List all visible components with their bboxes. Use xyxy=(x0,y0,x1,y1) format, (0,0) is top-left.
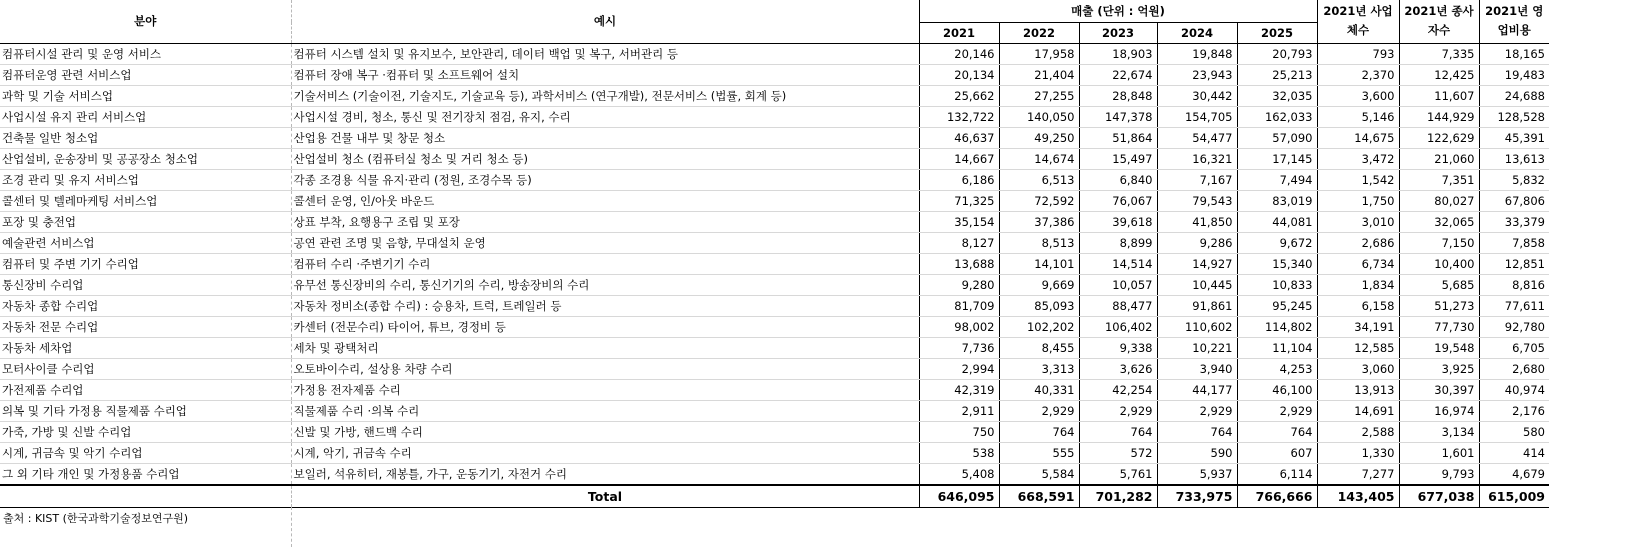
cell-example: 컴퓨터 시스템 설치 및 유지보수, 보안관리, 데이터 백업 및 복구, 서버관리 등 xyxy=(291,43,919,64)
cell-2025: 25,213 xyxy=(1237,64,1317,85)
cell-2021: 81,709 xyxy=(919,295,999,316)
cell-workers: 122,629 xyxy=(1399,127,1479,148)
cell-2025: 95,245 xyxy=(1237,295,1317,316)
cell-2022: 21,404 xyxy=(999,64,1079,85)
table-row xyxy=(0,43,1549,64)
cell-example: 산업설비 청소 (컴퓨터실 청소 및 거리 청소 등) xyxy=(291,148,919,169)
cell-2023: 764 xyxy=(1079,421,1157,442)
cell-workers: 5,685 xyxy=(1399,274,1479,295)
table-row xyxy=(0,316,1549,337)
cell-2025: 15,340 xyxy=(1237,253,1317,274)
cell-firms: 2,686 xyxy=(1317,232,1399,253)
cell-2024: 3,940 xyxy=(1157,358,1237,379)
cell-example: 오토바이수리, 설상용 차량 수리 xyxy=(291,358,919,379)
cell-firms: 7,277 xyxy=(1317,463,1399,485)
table-row xyxy=(0,379,1549,400)
cell-costs: 128,528 xyxy=(1479,106,1549,127)
cell-firms: 6,158 xyxy=(1317,295,1399,316)
cell-firms: 3,060 xyxy=(1317,358,1399,379)
cell-2021: 13,688 xyxy=(919,253,999,274)
header-year-2025: 2025 xyxy=(1237,22,1317,43)
cell-field: 조경 관리 및 유지 서비스업 xyxy=(0,169,291,190)
total-row xyxy=(0,485,1549,508)
cell-example: 보일러, 석유히터, 재봉틀, 가구, 운동기기, 자전거 수리 xyxy=(291,463,919,485)
total-2023: 701,282 xyxy=(1079,485,1157,508)
cell-costs: 4,679 xyxy=(1479,463,1549,485)
cell-2022: 14,101 xyxy=(999,253,1079,274)
cell-2023: 147,378 xyxy=(1079,106,1157,127)
cell-costs: 2,176 xyxy=(1479,400,1549,421)
cell-firms: 1,750 xyxy=(1317,190,1399,211)
cell-costs: 6,705 xyxy=(1479,337,1549,358)
cell-2023: 39,618 xyxy=(1079,211,1157,232)
cell-2021: 20,134 xyxy=(919,64,999,85)
cell-2022: 140,050 xyxy=(999,106,1079,127)
cell-2022: 37,386 xyxy=(999,211,1079,232)
cell-2021: 8,127 xyxy=(919,232,999,253)
cell-firms: 2,370 xyxy=(1317,64,1399,85)
cell-costs: 19,483 xyxy=(1479,64,1549,85)
cell-field: 통신장비 수리업 xyxy=(0,274,291,295)
cell-2023: 2,929 xyxy=(1079,400,1157,421)
cell-field: 가죽, 가방 및 신발 수리업 xyxy=(0,421,291,442)
cell-2024: 30,442 xyxy=(1157,85,1237,106)
cell-costs: 7,858 xyxy=(1479,232,1549,253)
cell-example: 컴퓨터 수리 ·주변기기 수리 xyxy=(291,253,919,274)
cell-field: 자동차 세차업 xyxy=(0,337,291,358)
cell-2022: 40,331 xyxy=(999,379,1079,400)
table-row xyxy=(0,295,1549,316)
cell-example: 콜센터 운영, 인/아웃 바운드 xyxy=(291,190,919,211)
table-row xyxy=(0,400,1549,421)
cell-costs: 414 xyxy=(1479,442,1549,463)
header-year-2024: 2024 xyxy=(1157,22,1237,43)
cell-workers: 19,548 xyxy=(1399,337,1479,358)
total-workers: 677,038 xyxy=(1399,485,1479,508)
cell-example: 가정용 전자제품 수리 xyxy=(291,379,919,400)
cell-costs: 8,816 xyxy=(1479,274,1549,295)
cell-workers: 21,060 xyxy=(1399,148,1479,169)
cell-2023: 88,477 xyxy=(1079,295,1157,316)
cell-firms: 3,600 xyxy=(1317,85,1399,106)
cell-2024: 5,937 xyxy=(1157,463,1237,485)
cell-2023: 22,674 xyxy=(1079,64,1157,85)
cell-2022: 3,313 xyxy=(999,358,1079,379)
cell-example: 공연 관련 조명 및 음향, 무대설치 운영 xyxy=(291,232,919,253)
cell-2024: 2,929 xyxy=(1157,400,1237,421)
cell-example: 산업용 건물 내부 및 창문 청소 xyxy=(291,127,919,148)
cell-costs: 2,680 xyxy=(1479,358,1549,379)
cell-2023: 14,514 xyxy=(1079,253,1157,274)
table-row xyxy=(0,253,1549,274)
cell-workers: 11,607 xyxy=(1399,85,1479,106)
cell-firms: 1,542 xyxy=(1317,169,1399,190)
cell-example: 세차 및 광택처리 xyxy=(291,337,919,358)
header-firms: 2021년 사업체수 xyxy=(1317,0,1399,43)
cell-2024: 10,221 xyxy=(1157,337,1237,358)
cell-2021: 6,186 xyxy=(919,169,999,190)
cell-example: 카센터 (전문수리) 타이어, 튜브, 경정비 등 xyxy=(291,316,919,337)
cell-2024: 19,848 xyxy=(1157,43,1237,64)
cell-field: 포장 및 충전업 xyxy=(0,211,291,232)
cell-firms: 3,472 xyxy=(1317,148,1399,169)
header-costs: 2021년 영업비용 xyxy=(1479,0,1549,43)
cell-2024: 764 xyxy=(1157,421,1237,442)
cell-costs: 12,851 xyxy=(1479,253,1549,274)
cell-2021: 2,911 xyxy=(919,400,999,421)
cell-2021: 132,722 xyxy=(919,106,999,127)
total-costs: 615,009 xyxy=(1479,485,1549,508)
cell-costs: 77,611 xyxy=(1479,295,1549,316)
cell-2025: 9,672 xyxy=(1237,232,1317,253)
table-row xyxy=(0,463,1549,485)
table-row xyxy=(0,148,1549,169)
cell-2025: 32,035 xyxy=(1237,85,1317,106)
cell-2024: 91,861 xyxy=(1157,295,1237,316)
cell-2021: 20,146 xyxy=(919,43,999,64)
cell-workers: 30,397 xyxy=(1399,379,1479,400)
cell-2022: 9,669 xyxy=(999,274,1079,295)
cell-field: 산업설비, 운송장비 및 공공장소 청소업 xyxy=(0,148,291,169)
cell-2022: 72,592 xyxy=(999,190,1079,211)
cell-2024: 14,927 xyxy=(1157,253,1237,274)
header-year-2023: 2023 xyxy=(1079,22,1157,43)
table-row xyxy=(0,169,1549,190)
cell-2025: 6,114 xyxy=(1237,463,1317,485)
cell-2023: 106,402 xyxy=(1079,316,1157,337)
cell-costs: 45,391 xyxy=(1479,127,1549,148)
cell-firms: 793 xyxy=(1317,43,1399,64)
cell-2025: 114,802 xyxy=(1237,316,1317,337)
cell-field: 그 외 기타 개인 및 가정용품 수리업 xyxy=(0,463,291,485)
cell-2025: 162,033 xyxy=(1237,106,1317,127)
cell-field: 컴퓨터시설 관리 및 운영 서비스 xyxy=(0,43,291,64)
table-row xyxy=(0,85,1549,106)
table-body xyxy=(0,43,1549,485)
cell-2024: 110,602 xyxy=(1157,316,1237,337)
total-blank xyxy=(0,485,291,508)
cell-example: 컴퓨터 장애 복구 ·컴퓨터 및 소프트웨어 설치 xyxy=(291,64,919,85)
cell-2021: 2,994 xyxy=(919,358,999,379)
cell-2021: 9,280 xyxy=(919,274,999,295)
cell-workers: 80,027 xyxy=(1399,190,1479,211)
cell-workers: 144,929 xyxy=(1399,106,1479,127)
cell-2024: 44,177 xyxy=(1157,379,1237,400)
total-2021: 646,095 xyxy=(919,485,999,508)
cell-2024: 79,543 xyxy=(1157,190,1237,211)
cell-field: 자동차 종합 수리업 xyxy=(0,295,291,316)
cell-2025: 7,494 xyxy=(1237,169,1317,190)
cell-2022: 17,958 xyxy=(999,43,1079,64)
cell-example: 시계, 악기, 귀금속 수리 xyxy=(291,442,919,463)
cell-2023: 6,840 xyxy=(1079,169,1157,190)
cell-2022: 85,093 xyxy=(999,295,1079,316)
cell-2021: 5,408 xyxy=(919,463,999,485)
cell-2025: 4,253 xyxy=(1237,358,1317,379)
total-2025: 766,666 xyxy=(1237,485,1317,508)
cell-field: 자동차 전문 수리업 xyxy=(0,316,291,337)
cell-firms: 3,010 xyxy=(1317,211,1399,232)
cell-costs: 24,688 xyxy=(1479,85,1549,106)
cell-costs: 40,974 xyxy=(1479,379,1549,400)
total-2024: 733,975 xyxy=(1157,485,1237,508)
cell-2022: 5,584 xyxy=(999,463,1079,485)
cell-2021: 42,319 xyxy=(919,379,999,400)
cell-workers: 51,273 xyxy=(1399,295,1479,316)
cell-2024: 54,477 xyxy=(1157,127,1237,148)
table-row xyxy=(0,274,1549,295)
cell-firms: 13,913 xyxy=(1317,379,1399,400)
cell-field: 콜센터 및 텔레마케팅 서비스업 xyxy=(0,190,291,211)
cell-2023: 28,848 xyxy=(1079,85,1157,106)
cell-firms: 14,675 xyxy=(1317,127,1399,148)
cell-firms: 1,834 xyxy=(1317,274,1399,295)
cell-workers: 77,730 xyxy=(1399,316,1479,337)
source-note: 출처 : KIST (한국과학기술정보연구원) xyxy=(3,512,189,525)
header-field: 분야 xyxy=(0,0,291,43)
cell-2025: 607 xyxy=(1237,442,1317,463)
cell-example: 자동차 정비소(종합 수리) : 승용차, 트럭, 트레일러 등 xyxy=(291,295,919,316)
cell-2023: 76,067 xyxy=(1079,190,1157,211)
cell-2025: 17,145 xyxy=(1237,148,1317,169)
cell-firms: 1,330 xyxy=(1317,442,1399,463)
cell-workers: 3,925 xyxy=(1399,358,1479,379)
cell-field: 의복 및 기타 가정용 직물제품 수리업 xyxy=(0,400,291,421)
cell-workers: 9,793 xyxy=(1399,463,1479,485)
total-2022: 668,591 xyxy=(999,485,1079,508)
cell-example: 사업시설 경비, 청소, 통신 및 전기장치 점검, 유지, 수리 xyxy=(291,106,919,127)
table-row xyxy=(0,127,1549,148)
cell-workers: 16,974 xyxy=(1399,400,1479,421)
cell-firms: 6,734 xyxy=(1317,253,1399,274)
cell-2022: 49,250 xyxy=(999,127,1079,148)
cell-2023: 51,864 xyxy=(1079,127,1157,148)
cell-workers: 32,065 xyxy=(1399,211,1479,232)
cell-field: 건축물 일반 청소업 xyxy=(0,127,291,148)
cell-2023: 9,338 xyxy=(1079,337,1157,358)
table-row xyxy=(0,337,1549,358)
cell-2025: 83,019 xyxy=(1237,190,1317,211)
cell-example: 기술서비스 (기술이전, 기술지도, 기술교육 등), 과학서비스 (연구개발), 전문서비스 (법률, 회계 등) xyxy=(291,85,919,106)
cell-2025: 44,081 xyxy=(1237,211,1317,232)
table-row xyxy=(0,442,1549,463)
table-row xyxy=(0,64,1549,85)
cell-2022: 14,674 xyxy=(999,148,1079,169)
cell-2023: 42,254 xyxy=(1079,379,1157,400)
cell-2021: 538 xyxy=(919,442,999,463)
total-firms: 143,405 xyxy=(1317,485,1399,508)
cell-field: 모터사이클 수리업 xyxy=(0,358,291,379)
cell-2023: 15,497 xyxy=(1079,148,1157,169)
cell-2024: 154,705 xyxy=(1157,106,1237,127)
cell-field: 컴퓨터운영 관련 서비스업 xyxy=(0,64,291,85)
cell-example: 유무선 통신장비의 수리, 통신기기의 수리, 방송장비의 수리 xyxy=(291,274,919,295)
cell-2025: 10,833 xyxy=(1237,274,1317,295)
cell-2023: 18,903 xyxy=(1079,43,1157,64)
cell-costs: 18,165 xyxy=(1479,43,1549,64)
cell-field: 과학 및 기술 서비스업 xyxy=(0,85,291,106)
cell-2022: 764 xyxy=(999,421,1079,442)
cell-workers: 7,335 xyxy=(1399,43,1479,64)
cell-costs: 580 xyxy=(1479,421,1549,442)
total-label: Total xyxy=(291,485,919,508)
cell-2022: 27,255 xyxy=(999,85,1079,106)
cell-workers: 10,400 xyxy=(1399,253,1479,274)
cell-2025: 764 xyxy=(1237,421,1317,442)
cell-field: 사업시설 유지 관리 서비스업 xyxy=(0,106,291,127)
cell-2024: 41,850 xyxy=(1157,211,1237,232)
header-workers: 2021년 종사자수 xyxy=(1399,0,1479,43)
cell-2025: 11,104 xyxy=(1237,337,1317,358)
cell-2021: 25,662 xyxy=(919,85,999,106)
cell-workers: 12,425 xyxy=(1399,64,1479,85)
cell-2021: 46,637 xyxy=(919,127,999,148)
table-row xyxy=(0,106,1549,127)
cell-2021: 35,154 xyxy=(919,211,999,232)
cell-example: 직물제품 수리 ·의복 수리 xyxy=(291,400,919,421)
cell-2023: 3,626 xyxy=(1079,358,1157,379)
header-year-2021: 2021 xyxy=(919,22,999,43)
cell-2022: 102,202 xyxy=(999,316,1079,337)
table-row xyxy=(0,232,1549,253)
cell-costs: 67,806 xyxy=(1479,190,1549,211)
cell-2025: 2,929 xyxy=(1237,400,1317,421)
table-row xyxy=(0,358,1549,379)
cell-2021: 750 xyxy=(919,421,999,442)
cell-2022: 8,513 xyxy=(999,232,1079,253)
cell-firms: 14,691 xyxy=(1317,400,1399,421)
cell-field: 컴퓨터 및 주변 기기 수리업 xyxy=(0,253,291,274)
cell-2025: 46,100 xyxy=(1237,379,1317,400)
cell-example: 각종 조경용 식물 유지·관리 (정원, 조경수목 등) xyxy=(291,169,919,190)
cell-2024: 9,286 xyxy=(1157,232,1237,253)
cell-example: 신발 및 가방, 핸드백 수리 xyxy=(291,421,919,442)
cell-2024: 7,167 xyxy=(1157,169,1237,190)
cell-2023: 10,057 xyxy=(1079,274,1157,295)
cell-example: 상표 부착, 요행용구 조립 및 포장 xyxy=(291,211,919,232)
cell-costs: 33,379 xyxy=(1479,211,1549,232)
cell-field: 시계, 귀금속 및 악기 수리업 xyxy=(0,442,291,463)
cell-field: 예술관련 서비스업 xyxy=(0,232,291,253)
cell-2021: 14,667 xyxy=(919,148,999,169)
table-row xyxy=(0,421,1549,442)
cell-field: 가전제품 수리업 xyxy=(0,379,291,400)
cell-2024: 16,321 xyxy=(1157,148,1237,169)
cell-costs: 13,613 xyxy=(1479,148,1549,169)
cell-costs: 92,780 xyxy=(1479,316,1549,337)
cell-2021: 7,736 xyxy=(919,337,999,358)
cell-2025: 57,090 xyxy=(1237,127,1317,148)
cell-workers: 3,134 xyxy=(1399,421,1479,442)
cell-2022: 8,455 xyxy=(999,337,1079,358)
cell-2022: 6,513 xyxy=(999,169,1079,190)
cell-2021: 98,002 xyxy=(919,316,999,337)
cell-2023: 572 xyxy=(1079,442,1157,463)
cell-2022: 2,929 xyxy=(999,400,1079,421)
cell-2024: 590 xyxy=(1157,442,1237,463)
cell-2025: 20,793 xyxy=(1237,43,1317,64)
table-row xyxy=(0,211,1549,232)
cell-2024: 23,943 xyxy=(1157,64,1237,85)
cell-costs: 5,832 xyxy=(1479,169,1549,190)
header-year-2022: 2022 xyxy=(999,22,1079,43)
table-row xyxy=(0,190,1549,211)
cell-workers: 1,601 xyxy=(1399,442,1479,463)
cell-firms: 5,146 xyxy=(1317,106,1399,127)
cell-workers: 7,351 xyxy=(1399,169,1479,190)
cell-2022: 555 xyxy=(999,442,1079,463)
cell-2023: 5,761 xyxy=(1079,463,1157,485)
cell-firms: 2,588 xyxy=(1317,421,1399,442)
cell-2021: 71,325 xyxy=(919,190,999,211)
cell-2023: 8,899 xyxy=(1079,232,1157,253)
cell-firms: 12,585 xyxy=(1317,337,1399,358)
header-example: 예시 xyxy=(291,0,919,43)
cell-2024: 10,445 xyxy=(1157,274,1237,295)
cell-firms: 34,191 xyxy=(1317,316,1399,337)
header-sales-group: 매출 (단위 : 억원) xyxy=(919,0,1317,22)
cell-workers: 7,150 xyxy=(1399,232,1479,253)
